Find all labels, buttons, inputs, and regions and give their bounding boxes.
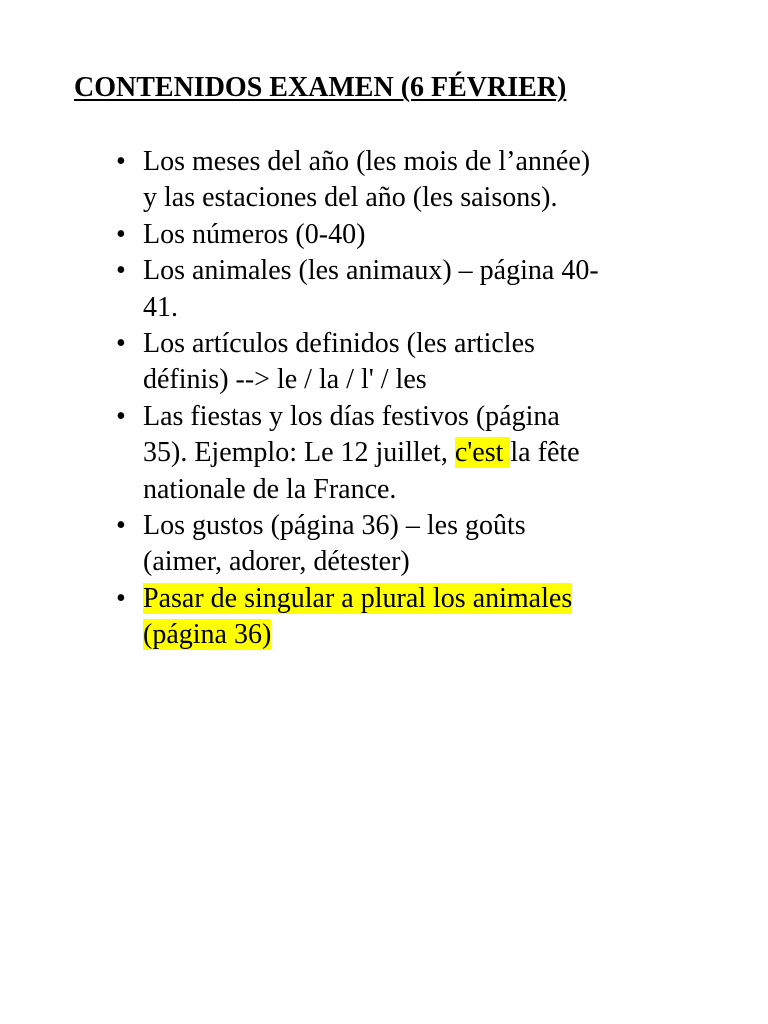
- item-line: Los meses del año (les mois de l’année): [143, 146, 591, 177]
- list-item-likes: [116, 508, 706, 581]
- item-line: nationale de la France.: [143, 473, 397, 505]
- list-item-articles: [116, 326, 706, 399]
- item-line: Los números (0-40): [143, 218, 366, 250]
- bullet-icon: •: [116, 400, 126, 432]
- highlighted-text: (página 36): [143, 619, 272, 651]
- item-line: Los artículos definidos (les articles: [143, 328, 535, 360]
- item-line: définis) --> le / la / l' / les: [143, 364, 427, 396]
- highlighted-text: c'est: [454, 437, 511, 469]
- item-line-segment: 35). Ejemplo: Le 12 juillet,: [143, 437, 455, 469]
- item-line: Los gustos (página 36) – les goûts: [143, 510, 526, 542]
- item-line: y las estaciones del año (les saisons).: [143, 182, 558, 214]
- contents-list: [116, 144, 706, 654]
- list-item-numbers: [116, 217, 706, 253]
- bullet-icon: •: [116, 510, 126, 542]
- item-line: Las fiestas y los días festivos (página: [143, 400, 560, 432]
- highlighted-text: Pasar de singular a plural los animales: [143, 582, 573, 614]
- bullet-icon: •: [116, 146, 126, 177]
- list-item-months: [116, 144, 706, 217]
- item-line: Los animales (les animaux) – página 40-: [143, 255, 599, 287]
- item-line: 41.: [143, 291, 178, 323]
- bullet-icon: •: [116, 582, 126, 614]
- bullet-icon: •: [116, 255, 126, 287]
- list-item-holidays: [116, 399, 706, 508]
- item-line-segment: la fête: [510, 437, 580, 469]
- bullet-icon: •: [116, 328, 126, 360]
- item-line: (aimer, adorer, détester): [143, 546, 410, 578]
- bullet-icon: •: [116, 218, 126, 250]
- list-item-plural: [116, 581, 706, 654]
- list-item-animals: [116, 253, 706, 326]
- page-title: CONTENIDOS EXAMEN (6 FÉVRIER): [74, 72, 567, 103]
